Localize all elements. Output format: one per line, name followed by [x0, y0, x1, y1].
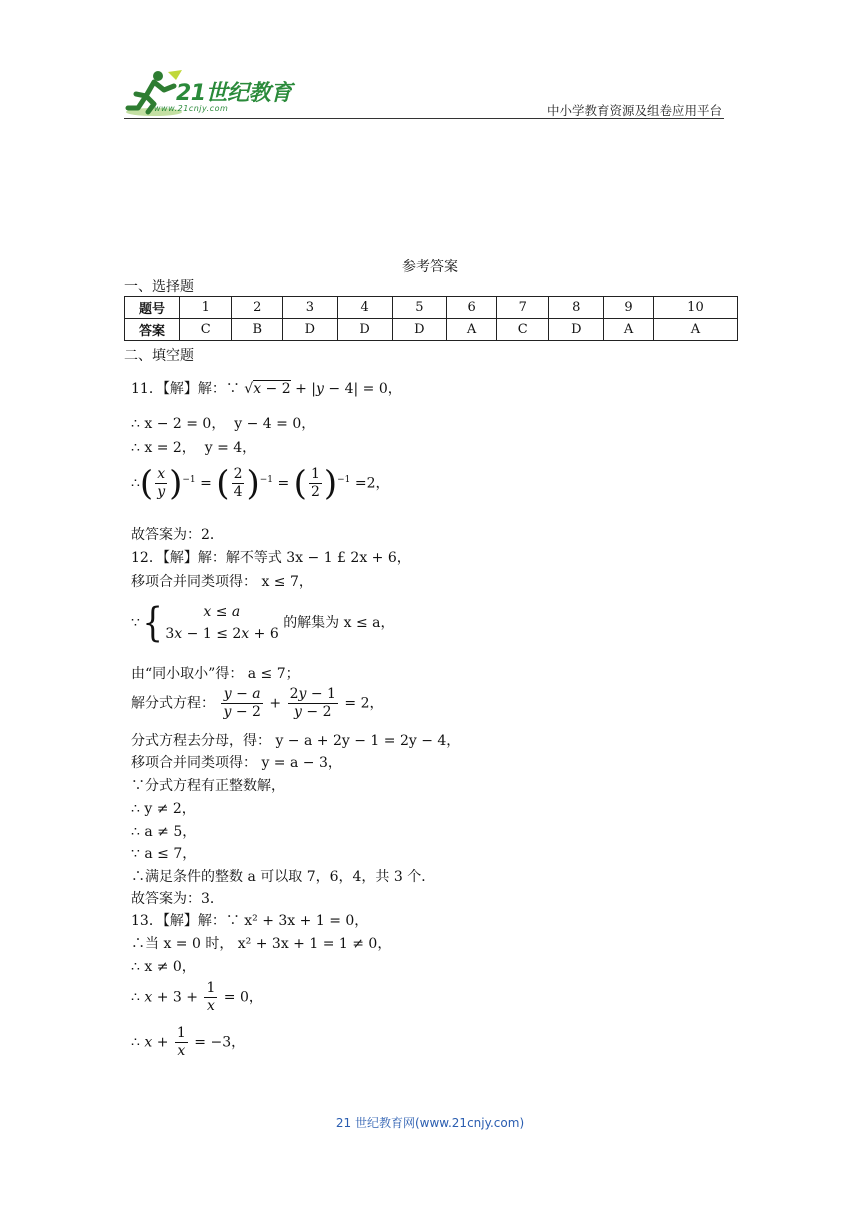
q11-line-3	[131, 437, 256, 457]
table-cell: B	[232, 319, 283, 341]
q12-line-9: ∴ y ≠ 2，	[131, 801, 196, 817]
q11-line-5: 故答案为：2．	[131, 527, 224, 543]
q11-eq-y: y − 4 = 0，	[234, 416, 316, 432]
q11-sol-x: ∴ x = 2，	[131, 440, 196, 456]
q12-line-2: 移项合并同类项得： x ≤ 7，	[131, 574, 313, 590]
row-label-number: 题号	[125, 297, 180, 319]
table-cell: 2	[232, 297, 283, 319]
table-cell: 4	[337, 297, 392, 319]
logo-url: www.21cnjy.com	[154, 104, 229, 113]
logo-text: 21世纪教育	[176, 81, 292, 106]
q13-line-4: ∴ x + 3 + $\frac{1}{x}$ = 0，	[131, 980, 263, 1014]
section-heading-fill: 二、填空题	[124, 348, 194, 364]
table-cell: 5	[392, 297, 447, 319]
q12-line-8: ∵分式方程有正整数解，	[131, 778, 285, 794]
q12-system: ∵{ x ≤ a 3x − 1 ≤ 2x + 6 的解集为 x ≤ a，	[131, 600, 395, 646]
table-cell: 9	[604, 297, 654, 319]
q12-line-4: 由“同小取小”得： a ≤ 7；	[131, 666, 300, 682]
q13-line-1: 13．【解】解：∵ x² + 3x + 1 = 0，	[131, 913, 369, 929]
q12-line-1: 12．【解】解：解不等式 3x − 1 £ 2x + 6，	[131, 550, 411, 566]
answer-table	[124, 296, 738, 341]
page-title: 参考答案	[402, 259, 458, 275]
header-rule	[124, 118, 724, 119]
table-cell: C	[180, 319, 232, 341]
q12-system-tail: 的解集为 x ≤ a，	[283, 615, 395, 631]
q13-line-5: ∴ x + $\frac{1}{x}$ = −3，	[131, 1025, 246, 1059]
q12-eq-label: 解分式方程：	[131, 695, 215, 712]
q11-line-1	[131, 378, 402, 398]
table-cell: D	[337, 319, 392, 341]
table-row-answers	[125, 319, 738, 341]
q12-line-7: 移项合并同类项得： y = a − 3，	[131, 755, 342, 771]
q11-eq-x: ∴ x − 2 = 0，	[131, 416, 226, 432]
q12-line-13: 故答案为：3．	[131, 891, 224, 907]
table-cell: A	[447, 319, 497, 341]
q13-line-2: ∴当 x = 0 时， x² + 3x + 1 = 1 ≠ 0，	[131, 936, 392, 952]
table-cell: 8	[549, 297, 604, 319]
row-label-answer: 答案	[125, 319, 180, 341]
q12-line-12: ∴满足条件的整数 a 可以取 7，6，4，共 3 个．	[131, 869, 436, 885]
q13-line-3: ∴ x ≠ 0，	[131, 959, 196, 975]
q11-line-4: ∴( $\frac{x}{y}$ )$^{-1}$ = ( $\frac{2}{4}$ )$^{-1}$ = ( $\frac{1}{2}$ )$^{-1}$ =2，	[131, 463, 390, 504]
q12-line-11: ∵ a ≤ 7，	[131, 846, 197, 862]
table-cell: 1	[180, 297, 232, 319]
table-cell: A	[653, 319, 737, 341]
table-row-numbers	[125, 297, 738, 319]
table-cell: 7	[496, 297, 548, 319]
q11-equation: √x − 2 + |y − 4| = 0，	[244, 381, 402, 397]
table-cell: D	[549, 319, 604, 341]
footer-link[interactable]: 21 世纪教育网(www.21cnjy.com)	[335, 1116, 525, 1130]
q12-line-10: ∴ a ≠ 5，	[131, 824, 197, 840]
table-cell: D	[392, 319, 447, 341]
header-tagline: 中小学教育资源及组卷应用平台	[546, 103, 722, 118]
q11-head: 11．【解】解：∵	[131, 381, 240, 397]
table-cell: A	[604, 319, 654, 341]
q11-sol-y: y = 4，	[204, 440, 257, 456]
table-cell: D	[283, 319, 338, 341]
q12-line-6: 分式方程去分母，得： y − a + 2y − 1 = 2y − 4，	[131, 733, 461, 749]
site-logo	[124, 68, 294, 120]
table-cell: 3	[283, 297, 338, 319]
q11-line-2	[131, 413, 315, 433]
table-cell: 10	[653, 297, 737, 319]
table-cell: C	[496, 319, 548, 341]
table-cell: 6	[447, 297, 497, 319]
section-heading-choice: 一、选择题	[124, 279, 194, 295]
q12-line-5: 解分式方程： $\frac{y - a}{y - 2}$ + $\frac{2y - 1}{y - 2}$ = 2，	[131, 686, 384, 720]
